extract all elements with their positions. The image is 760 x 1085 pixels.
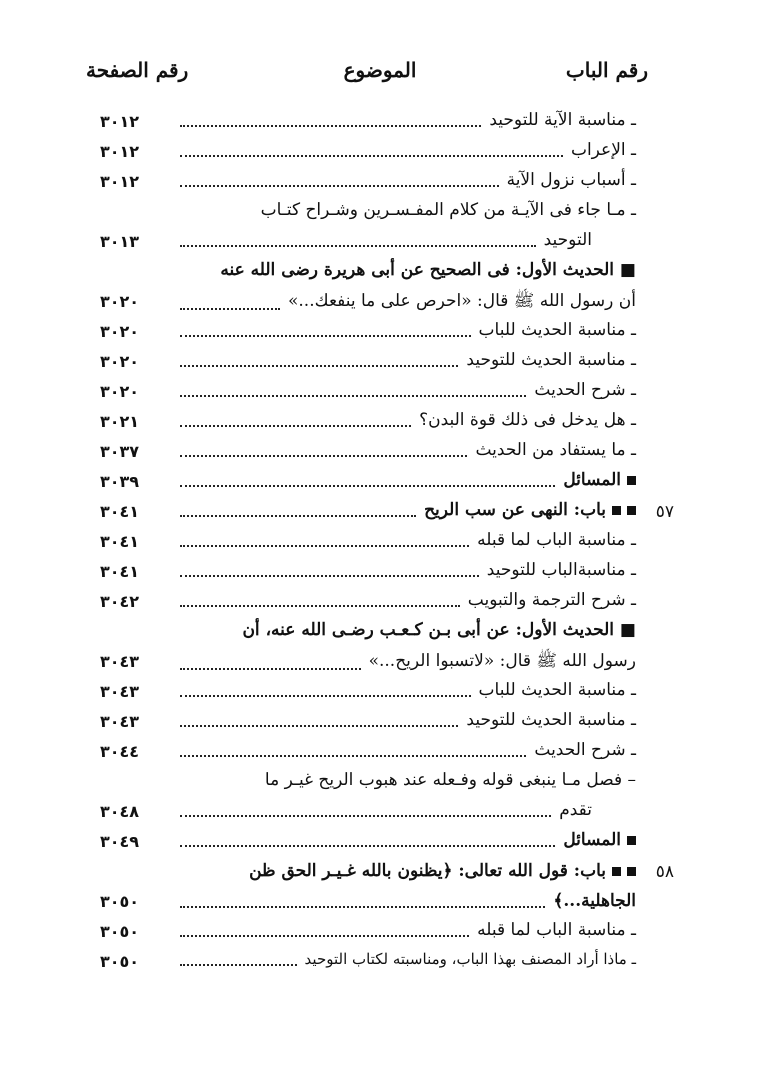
toc-entry: الجاهلية...﴾ xyxy=(553,891,636,911)
dot-leader xyxy=(180,503,416,517)
dot-leader xyxy=(180,894,545,908)
page-number: ٣٠١٢ xyxy=(100,172,140,191)
dot-leader xyxy=(180,743,526,757)
page-number: ٣٠٤١ xyxy=(100,502,140,521)
dot-leader xyxy=(180,593,460,607)
page-number: ٣٠٤٣ xyxy=(100,682,140,701)
toc-entry: ـ الإعراب xyxy=(570,140,636,160)
page-number: ٣٠٢٠ xyxy=(100,292,140,311)
toc-row xyxy=(90,680,674,708)
chapter-number: ٥٨ xyxy=(655,862,674,882)
toc-entry: تقدم xyxy=(559,800,592,820)
table-header xyxy=(0,58,760,90)
dot-leader xyxy=(180,173,499,187)
toc-row xyxy=(90,710,674,738)
dot-leader xyxy=(180,952,297,966)
dot-leader xyxy=(180,353,458,367)
square-bullet-icon xyxy=(612,867,621,876)
page-number-header: رقم الصفحة xyxy=(86,58,189,82)
toc-row xyxy=(90,440,674,468)
page-number: ٣٠٣٧ xyxy=(100,442,140,461)
dot-leader xyxy=(180,533,469,547)
toc-row xyxy=(90,950,674,978)
dot-leader xyxy=(180,443,467,457)
toc-row xyxy=(90,860,674,888)
dot-leader xyxy=(180,683,471,697)
page-number: ٣٠١٢ xyxy=(100,142,140,161)
page-number: ٣٠٤٣ xyxy=(100,652,140,671)
toc-row xyxy=(90,200,674,228)
toc-entry: ■ الحديث الأول: عن أبى بـن كـعـب رضـى الله عنه، أن xyxy=(242,620,636,640)
dot-leader xyxy=(180,113,481,127)
dot-leader xyxy=(180,563,479,577)
square-bullet-icon xyxy=(627,836,636,845)
dot-leader xyxy=(180,656,361,670)
page-number: ٣٠٣٩ xyxy=(100,472,140,491)
toc-row xyxy=(90,560,674,588)
chapter-number-header: رقم الباب xyxy=(565,58,648,82)
toc-entry: أن رسول الله ﷺ قال: «احرص على ما ينفعك...» xyxy=(288,291,636,311)
toc-row xyxy=(90,650,674,678)
dot-leader xyxy=(180,383,526,397)
dot-leader xyxy=(180,713,458,727)
toc-entry: باب: قول الله تعالى: ﴿يظنون بالله غـيـر الحق ظن xyxy=(249,861,606,881)
toc-entry: ـ هل يدخل فى ذلك قوة البدن؟ xyxy=(419,410,636,430)
toc-entry: ـ مناسبة الحديث للتوحيد xyxy=(466,350,636,370)
dot-leader xyxy=(180,296,280,310)
toc-entry: المسائل xyxy=(563,470,621,490)
square-bullet-icon xyxy=(627,506,636,515)
page-number: ٣٠١٢ xyxy=(100,112,140,131)
dot-leader xyxy=(180,413,411,427)
dot-leader xyxy=(180,233,536,247)
toc-row xyxy=(90,500,674,528)
toc-entry: ـ مناسبة الباب لما قبله xyxy=(477,530,636,550)
toc-row xyxy=(90,260,674,288)
toc-entry: ـ ما يستفاد من الحديث xyxy=(475,440,636,460)
toc-row xyxy=(90,740,674,768)
toc-entry: التوحيد xyxy=(543,230,592,250)
page-number: ٣٠٢٠ xyxy=(100,382,140,401)
toc-row xyxy=(90,170,674,198)
page-number: ٣٠٤٣ xyxy=(100,712,140,731)
toc-entry: ـ ماذا أراد المصنف بهذا الباب، ومناسبته لكتاب التوحيد xyxy=(304,950,636,968)
toc-entry: ـ مناسبة الآية للتوحيد xyxy=(489,110,636,130)
toc-row xyxy=(90,230,674,258)
toc-entry: ـ مناسبة الحديث للباب xyxy=(478,320,636,340)
toc-row xyxy=(90,800,674,828)
dot-leader xyxy=(180,833,555,847)
toc-entry: ـ شرح الترجمة والتبويب xyxy=(467,590,636,610)
dot-leader xyxy=(180,803,551,817)
toc-entry: – فصل مـا ينبغى قوله وفـعله عند هبوب الريح غيـر ما xyxy=(264,770,636,790)
toc-entry: ـ مناسبة الحديث للتوحيد xyxy=(466,710,636,730)
page-number: ٣٠٤٩ xyxy=(100,832,140,851)
page-number: ٣٠٥٠ xyxy=(100,892,140,911)
toc-entry: ـ شرح الحديث xyxy=(534,380,636,400)
chapter-number: ٥٧ xyxy=(655,502,674,522)
square-bullet-icon xyxy=(627,867,636,876)
toc-row xyxy=(90,620,674,648)
toc-entry: باب: النهى عن سب الريح xyxy=(424,500,606,520)
page-number: ٣٠٤٤ xyxy=(100,742,140,761)
topic-header: الموضوع xyxy=(343,58,417,82)
toc-row xyxy=(90,470,674,498)
page-number: ٣٠٢٠ xyxy=(100,322,140,341)
toc-row xyxy=(90,920,674,948)
page-number: ٣٠٤١ xyxy=(100,562,140,581)
dot-leader xyxy=(180,473,555,487)
page-number: ٣٠٤١ xyxy=(100,532,140,551)
dot-leader xyxy=(180,323,471,337)
toc-entry: المسائل xyxy=(563,830,621,850)
toc-row xyxy=(90,110,674,138)
toc-entry: ـ شرح الحديث xyxy=(534,740,636,760)
toc-row xyxy=(90,530,674,558)
toc-entry: ■ الحديث الأول: فى الصحيح عن أبى هريرة رضى الله عنه xyxy=(220,260,636,280)
page-number: ٣٠٥٠ xyxy=(100,952,140,971)
toc-row xyxy=(90,380,674,408)
toc-entry: رسول الله ﷺ قال: «لاتسبوا الريح...» xyxy=(368,651,636,671)
toc-entry: ـ مناسبةالباب للتوحيد xyxy=(486,560,636,580)
toc-row xyxy=(90,770,674,798)
page-number: ٣٠١٣ xyxy=(100,232,140,251)
toc-entry: ـ مناسبة الحديث للباب xyxy=(478,680,636,700)
toc-entry: ـ مـا جاء فى الآيـة من كلام المفـسـرين وشـراح كتـاب xyxy=(260,200,636,220)
toc-row xyxy=(90,320,674,348)
toc-row xyxy=(90,410,674,438)
toc-row xyxy=(90,350,674,378)
page-number: ٣٠٥٠ xyxy=(100,922,140,941)
toc-row xyxy=(90,890,674,918)
page-number: ٣٠٢١ xyxy=(100,412,140,431)
toc-row xyxy=(90,290,674,318)
dot-leader xyxy=(180,923,469,937)
square-bullet-icon xyxy=(627,476,636,485)
page-number: ٣٠٤٨ xyxy=(100,802,140,821)
toc-row xyxy=(90,830,674,858)
toc-row xyxy=(90,590,674,618)
page-number: ٣٠٤٢ xyxy=(100,592,140,611)
toc-row xyxy=(90,140,674,168)
toc-entry: ـ أسباب نزول الآية xyxy=(506,170,636,190)
toc-entry: ـ مناسبة الباب لما قبله xyxy=(477,920,636,940)
dot-leader xyxy=(180,143,563,157)
square-bullet-icon xyxy=(612,506,621,515)
page-number: ٣٠٢٠ xyxy=(100,352,140,371)
